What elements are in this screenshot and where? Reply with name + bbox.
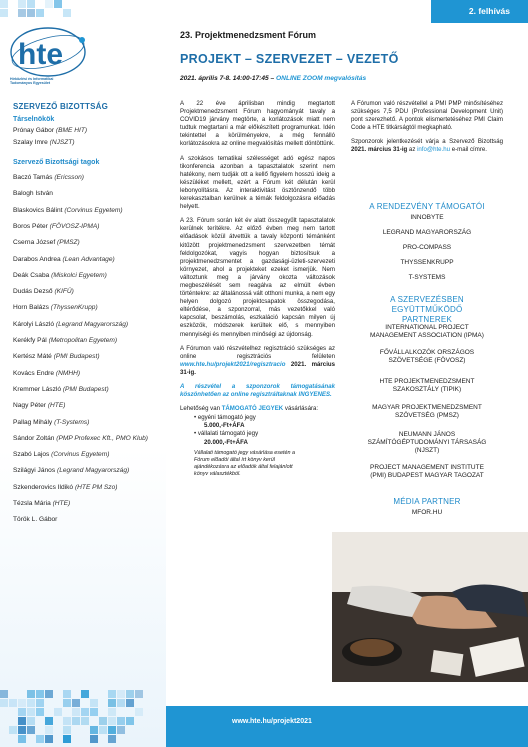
member-org: (Legrand Magyarország) [55,320,129,328]
member-org: (Metropolitan Egyetem) [48,337,118,344]
ticket-individual: • egyéni támogató jegy [194,414,256,422]
member-name: Nagy Péter [13,402,46,410]
sponsor-name: PRO-COMPASS [402,244,452,251]
member-org: (KIFÜ) [54,288,74,296]
decorative-square [126,717,134,725]
ticket-list [194,414,335,446]
decorative-square [90,735,98,743]
decorative-square [63,735,71,743]
contact-email-link[interactable]: info@hte.hu [417,146,451,154]
footer-url-link[interactable]: www.hte.hu/projekt2021 [232,718,312,725]
decorative-square [0,0,8,8]
member-org: (HTE PM Szo) [74,483,118,491]
member-org: (HTE) [47,402,66,410]
decorative-square [99,717,107,725]
committee-member-entry [13,223,100,231]
committee-member-entry [13,174,84,182]
decorative-square [63,9,71,17]
committee-member-entry [13,484,117,492]
ticket-corporate-price: 20.000,-Ft+ÁFA [204,438,248,446]
decorative-square [9,699,17,707]
committee-member-entry [13,239,80,247]
free-participation-note: A részvétel a szponzorok támogatásának köszönhetően az online regisztráltaknak INGYENES. [180,383,335,399]
decorative-square [27,9,35,17]
member-org: (Ericsson) [54,174,84,181]
decorative-square [45,717,53,725]
committee-member-entry [13,467,129,475]
decorative-square [81,717,89,725]
decorative-square [18,699,26,707]
decorative-square [63,699,71,707]
online-format: ONLINE ZOOM megvalósítás [276,75,367,82]
decorative-square [27,708,35,716]
decorative-square [36,708,44,716]
members-label: Szervező Bizottsági tagok [13,159,100,166]
member-name: Kertész Máté [13,353,52,361]
decorative-square [18,0,26,8]
committee-member-entry [13,370,80,378]
decorative-square [36,699,44,707]
member-name: Szkenderovics Ildikó [13,483,74,491]
member-name: Szilágyi János [13,467,56,475]
committee-member-entry [13,321,128,329]
committee-member-entry [13,353,100,361]
decorative-square [45,0,53,8]
decorative-square [36,9,44,17]
member-name: Balogh István [13,190,53,198]
forum-title: 23. Projektmenedzsment Fórum [180,30,317,40]
event-date: 2021. április 7-8. 14:00-17:45 – [180,75,277,82]
decorative-square [90,726,98,734]
member-name: Boros Péter [13,222,48,230]
member-name: Baczó Tamás [13,174,53,181]
decorative-square [18,717,26,725]
member-name: Szalay Imre [13,139,48,146]
decorative-square [27,690,35,698]
member-name: Tézsla Mária [13,500,51,507]
member-name: Cserna József [13,239,56,247]
decorative-square [117,717,125,725]
decorative-square [99,726,107,734]
registration-link[interactable]: www.hte.hu/projekt2021/regisztracio [180,360,286,368]
committee-member-entry [13,402,65,410]
decorative-square [63,717,71,725]
format-paragraph: A szokásos tematikai szélességet adó egész napos tikonferencia azonban a tapasztalatok szerint nem hatékony, nem tudják ott a kellő figyelem hosszú ideig a készüléket mellett, ezért a Fórum két délután kerül lebonyolításra. Az interaktivitást ösztönzendő több kerekasztalban kerülnek a témák feldolgozásra előadás helyett. [180,154,335,211]
decorative-square [117,726,125,734]
partner-name: HTE PROJEKTMENEDZSMENT SZAKOSZTÁLY (TIPIK) [379,378,475,393]
decorative-square [45,735,53,743]
decorative-square [54,708,62,716]
decorative-square [9,726,17,734]
member-org: (NMHH) [55,369,81,377]
decorative-square [90,699,98,707]
decorative-square [72,699,80,707]
committee-member-entry [13,451,109,459]
member-name: Prónay Gábor [13,127,55,134]
decorative-square [18,735,26,743]
committee-member-entry [13,304,98,312]
member-name: Pallag Mihály [13,418,53,426]
hte-logo [8,22,96,94]
committee-member-entry [13,190,53,198]
decorative-square [18,9,26,17]
decorative-square [27,717,35,725]
decorative-square [36,735,44,743]
ticket-corporate: • vállalati támogató jegy [194,430,259,438]
media-partner-name: MFOR.HU [411,509,443,516]
member-org: (PMI Budapest) [53,353,100,361]
committee-member-entry [13,256,115,264]
member-name: Szabó Lajos [13,451,50,459]
decorative-square [0,699,8,707]
committee-member-entry [13,288,74,296]
book-gift-note: Vállalati támogató jegy vásárlása esetén a Fórum előadói által írt könyv kerül ajándékozásra az előadók által felajánlott könyv választékból. [194,449,295,477]
sponsors-heading: A RENDEZVÉNY TÁMOGATÓI [369,202,485,211]
decorative-square [0,9,8,17]
member-org: (T-Systems) [54,418,90,426]
decorative-square [108,717,116,725]
partner-name: PROJECT MANAGEMENT INSTITUTE (PMI) BUDAPEST MAGYAR TAGOZAT [370,464,484,479]
decorative-square [72,708,80,716]
partner-name: NEUMANN JÁNOS SZÁMÍTÓGÉPTUDOMÁNYI TÁRSASÁG (NJSZT) [367,431,487,454]
member-org: (PMSZ) [57,239,80,247]
decorative-square [18,726,26,734]
member-org: (PMI Budapest) [62,385,109,393]
media-partner-heading: MÉDIA PARTNER [393,497,461,506]
decorative-square [117,690,125,698]
decorative-square [0,690,8,698]
committee-member-entry [13,435,148,443]
decorative-square [108,708,116,716]
member-name: Sándor Zoltán [13,434,55,442]
sponsor-name: T-SYSTEMS [408,274,446,281]
decorative-square [36,690,44,698]
partners-heading: A SZERVEZÉSBEN EGYÜTTMŰKÖDŐ PARTNEREK [390,295,464,324]
member-org: (PMP Profexec Kft., PMO Klub) [56,434,148,442]
registration-paragraph: A Fórumon való részvételhez regisztráció szükséges az online regisztrációs felületen www.hte.hu/projekt2021/regisztracio 2021. március 31-ig. [180,344,335,376]
member-org: (Lean Advantage) [62,255,115,263]
decorative-square [135,690,143,698]
partner-name: MAGYAR PROJEKTMENEDZSMENT SZÖVETSÉG (PMSZ) [372,404,482,419]
member-name: Horn Balázs [13,304,49,312]
member-name: Kremmer László [13,385,62,393]
logo-text: hte [18,38,63,71]
member-org: (NJSZT) [49,139,75,146]
sponsor-name: THYSSENKRUPP [400,259,454,266]
organizing-committee-heading: SZERVEZŐ BIZOTTSÁG [13,102,109,111]
middle-column [180,100,335,484]
footer-bar [166,706,528,747]
decorative-square [108,690,116,698]
decorative-square [18,708,26,716]
decorative-square [108,726,116,734]
committee-member-entry [13,337,117,345]
decorative-square [27,726,35,734]
member-org: (ThyssenKrupp) [50,304,98,312]
sponsor-name: LEGRAND MAGYARORSZÁG [382,229,472,236]
member-name: Dudás Dezső [13,288,53,296]
decorative-square [72,717,80,725]
committee-member-entry [13,207,123,215]
right-column [351,100,503,161]
decorative-square [27,0,35,8]
decorative-square [63,690,71,698]
member-name: Kovács Endre [13,369,55,377]
member-org: (Legrand Magyarország) [57,467,130,475]
co-chair-entry [13,139,75,147]
member-org: (HTE) [52,500,71,507]
support-tickets-paragraph: Lehetőség van TÁMOGATÓ JEGYEK vásárlására: [180,405,319,413]
member-org: (BME HIT) [55,127,88,134]
decorative-square [117,699,125,707]
decorative-square [27,699,35,707]
committee-member-entry [13,516,57,524]
topics-paragraph: A 23. Fórum során két év alatt összegyűlt tapasztalatok kerülnek terítékre. Az előző évben meg nem tartott előadások közül átvettük a tavaly központi témánként kitűzött projektmenedzsment szervezetben témát feldolgozókat, vagyis hogyan biztosítsuk a projektmenedzsmentet a gazdasági-üzleti-szervezeti környezet, ahol a projekteket ezeket ismerjük. Nem változtunk meg a járvány okozta változások megbeszélését sem reagálva az elmúlt évben történtekre: az általánossá vált otthoni munka, a nem egy helyen dolgozó projektcsapatok összegodása, eltérődése, a szponzorral, más vezetőkkel való kapcsolat, beszámolás, eszkaláció kapcsán milyen új eszközök, módszerek kerültek elő, s mennyiben mennyiségi és mennyiben minőségi az újdonság. [180,217,335,338]
committee-member-entry [13,500,70,508]
handshake-photo [332,532,528,682]
sponsor-name: INNOBYTE [410,214,444,221]
logo-tagline: Hírközlési és Informatikai Tudományos Egyesület [10,77,54,86]
committee-member-entry [13,419,89,427]
sponsor-call-paragraph: Szponzorok jelentkezését várja a Szervező Bizottság 2021. március 31-ig az info@hte.hu e-mail címre. [351,138,503,154]
member-org: (FÖVOSZ-IPMA) [49,222,100,230]
decorative-square [63,726,71,734]
committee-member-entry [13,272,107,280]
member-org: (Miskolci Egyetem) [51,271,107,279]
decorative-square [126,699,134,707]
co-chair-entry [13,127,87,135]
call-number-badge: 2. felhívás [431,0,528,23]
decorative-square [54,0,62,8]
member-org: (Corvinus Egyetem) [51,451,110,459]
page-title: PROJEKT – SZERVEZET – VEZETŐ [180,52,399,66]
decorative-square [90,708,98,716]
decorative-square [126,690,134,698]
decorative-square [81,690,89,698]
partner-name: FŐVÁLLALKOZÓK ORSZÁGOS SZÖVETSÉGE (FÖVOSZ) [379,349,475,364]
partner-name: INTERNATIONAL PROJECT MANAGEMENT ASSOCIATION (IPMA) [370,324,484,339]
decorative-square [45,726,53,734]
ticket-individual-price: 5.000,-Ft+ÁFA [204,422,245,430]
member-name: Blaskovics Bálint [13,206,63,214]
member-org: (Corvinus Egyetem) [64,206,123,214]
decorative-square [135,708,143,716]
committee-member-entry [13,386,109,394]
member-name: Török L. Gábor [13,516,58,524]
decorative-square [108,735,116,743]
decorative-square [45,690,53,698]
co-chairs-label: Társelnökök [13,116,55,123]
pdu-paragraph: A Fórumon való részvétellel a PMI PMP minősítéséhez szükséges 7,5 PDU (Professional Development Unit) pont szerezhető. A pontok elismertetéséhez PMI Claim Code a HTE titkárságtól megkapható. [351,100,503,132]
member-name: Kerékfy Pál [13,337,47,344]
intro-paragraph: A 22 éve áprilisban mindig megtartott Projektmenedzsment Fórum hagyományát tavaly a COVID19 járvány megtörte, a korlátozások miatt nem tudtuk megtartani a már előkészített programunkat. Idén tekintettel a körülményekre, a még fennálló korlátozásokra az online megvalósítás mellett döntöttünk. [180,100,335,148]
decorative-square [108,699,116,707]
member-name: Darabos Andrea [13,255,61,263]
decorative-square [81,708,89,716]
member-name: Károlyi László [13,320,55,328]
event-dateline [180,75,366,82]
member-name: Deák Csaba [13,271,50,279]
